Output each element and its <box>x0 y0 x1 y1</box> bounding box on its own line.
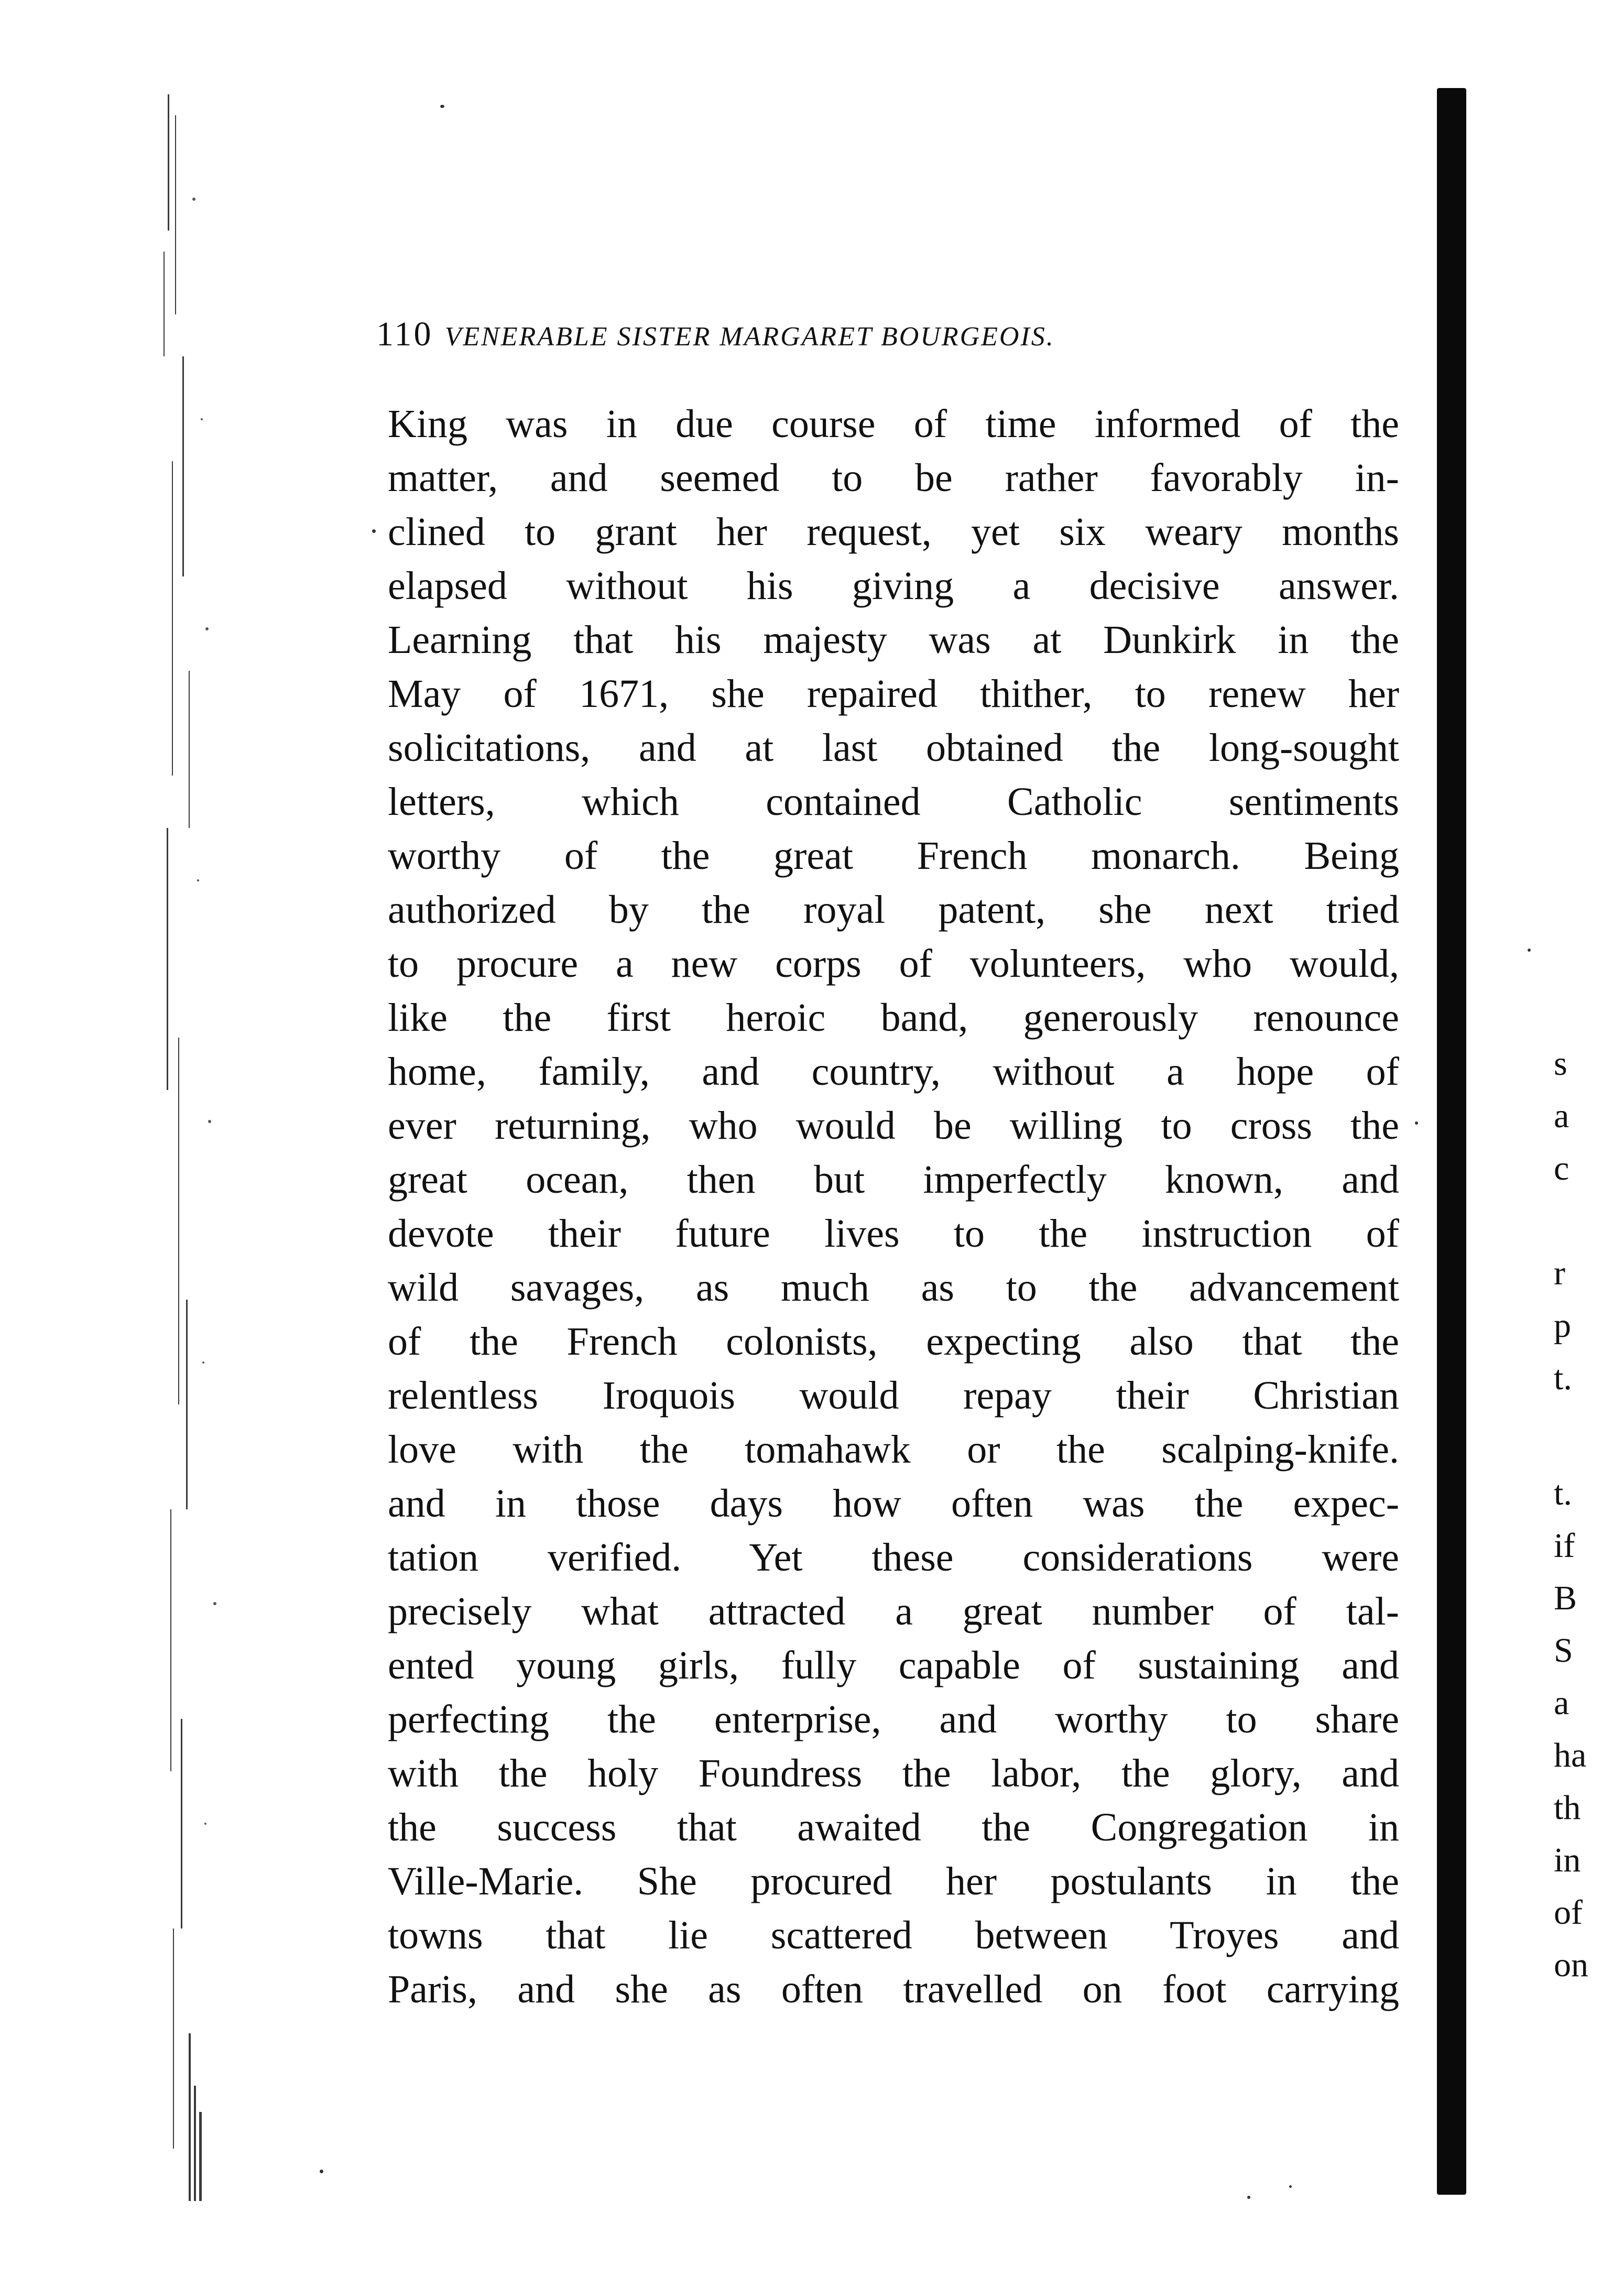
dust-speck <box>1247 2196 1250 2199</box>
dust-speck <box>1528 949 1531 952</box>
dust-speck <box>1415 1121 1418 1125</box>
dust-speck <box>372 529 376 533</box>
text-line: towns that lie scattered between Troyes and <box>388 1913 1399 1957</box>
text-line: King was in due course of time informed of the <box>388 402 1399 446</box>
facing-fragment: S <box>1554 1631 1573 1670</box>
facing-fragment: if <box>1554 1527 1575 1565</box>
dust-speck <box>320 2170 323 2173</box>
facing-fragment: ha <box>1554 1736 1587 1774</box>
facing-fragment: a <box>1554 1684 1569 1722</box>
facing-fragment: t. <box>1554 1474 1572 1512</box>
binding-edge-shadow <box>157 94 225 2201</box>
text-line: great ocean, then but imperfectly known, and <box>388 1158 1399 1202</box>
facing-fragment: th <box>1554 1789 1581 1827</box>
text-line: Learning that his majesty was at Dunkirk in the <box>388 618 1399 662</box>
text-line: May of 1671, she repaired thither, to renew her <box>388 672 1399 716</box>
text-line: ever returning, who would be willing to cross the <box>388 1104 1399 1148</box>
text-line: Paris, and she as often travelled on foot carrying <box>388 1967 1399 2011</box>
text-line: clined to grant her request, yet six weary months <box>388 510 1399 554</box>
facing-fragment: t. <box>1554 1359 1572 1397</box>
text-line: devote their future lives to the instruction of <box>388 1212 1399 1256</box>
text-line: worthy of the great French monarch. Being <box>388 834 1399 878</box>
facing-fragment: B <box>1554 1579 1577 1617</box>
text-line: like the first heroic band, generously renounce <box>388 996 1399 1040</box>
text-line: elapsed without his giving a decisive answer. <box>388 564 1399 608</box>
text-line: wild savages, as much as to the advancement <box>388 1266 1399 1310</box>
running-header <box>376 314 1398 356</box>
text-line: Ville-Marie. She procured her postulants in the <box>388 1859 1399 1903</box>
facing-fragment: a <box>1554 1097 1569 1135</box>
text-line: the success that awaited the Congregation in <box>388 1805 1399 1849</box>
facing-fragment: p <box>1554 1306 1571 1345</box>
facing-fragment: of <box>1554 1893 1583 1932</box>
text-line: relentless Iroquois would repay their Christian <box>388 1374 1399 1418</box>
text-line: home, family, and country, without a hope of <box>388 1050 1399 1094</box>
text-line: perfecting the enterprise, and worthy to share <box>388 1697 1399 1741</box>
text-line: tation verified. Yet these considerations were <box>388 1535 1399 1579</box>
dust-speck <box>440 105 444 108</box>
text-line: and in those days how often was the expec- <box>388 1481 1399 1526</box>
text-line: ented young girls, fully capable of sustaining and <box>388 1643 1399 1687</box>
body-text <box>388 397 1399 2017</box>
facing-fragment: c <box>1554 1149 1569 1187</box>
facing-fragment: in <box>1554 1841 1581 1879</box>
text-line: matter, and seemed to be rather favorably in- <box>388 456 1399 500</box>
text-line: with the holy Foundress the labor, the glory, and <box>388 1751 1399 1795</box>
facing-page-fragments <box>1554 938 1624 2091</box>
text-line: to procure a new corps of volunteers, who would, <box>388 942 1399 986</box>
text-line: love with the tomahawk or the scalping-knife. <box>388 1428 1399 1472</box>
facing-fragment: s <box>1554 1044 1567 1083</box>
text-line: authorized by the royal patent, she next tried <box>388 888 1399 932</box>
running-title: VENERABLE SISTER MARGARET BOURGEOIS. <box>444 322 1055 352</box>
text-line: of the French colonists, expecting also that the <box>388 1320 1399 1364</box>
facing-fragment: on <box>1554 1946 1588 1984</box>
facing-page-edge-bar <box>1437 88 1466 2195</box>
text-line: precisely what attracted a great number of tal- <box>388 1589 1399 1633</box>
dust-speck <box>1289 2185 1292 2188</box>
facing-fragment: r <box>1554 1254 1565 1292</box>
text-line: solicitations, and at last obtained the long-sought <box>388 726 1399 770</box>
text-line: letters, which contained Catholic sentiments <box>388 780 1399 824</box>
page-number: 110 <box>376 315 433 353</box>
